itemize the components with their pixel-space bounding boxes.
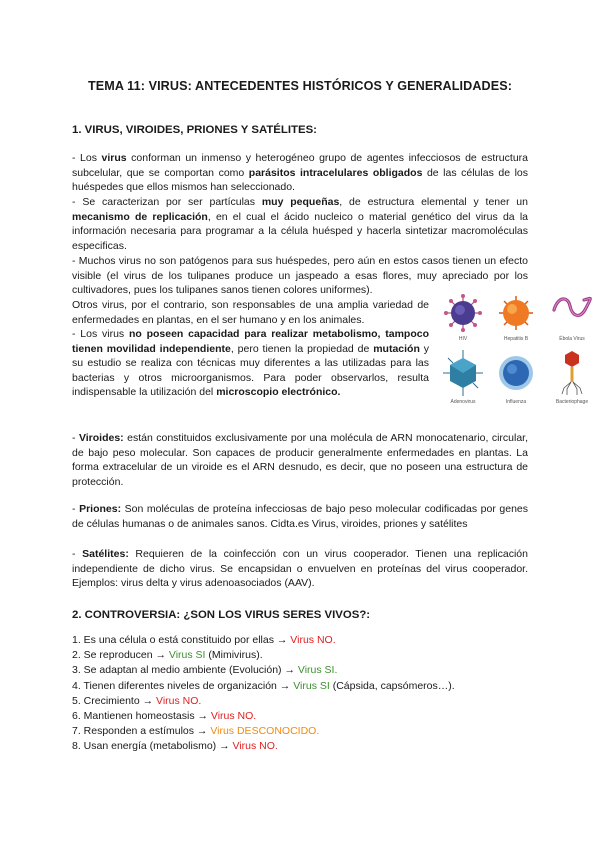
paragraph-other-viruses: Otros virus, por el contrario, son responsables de una amplia variedad de enfermedades en plantas, en el ser humano y en los animales. [72,299,429,326]
verdict: Virus NO. [156,694,202,707]
virus-types-illustration [436,290,596,412]
verdict: Virus SI [293,679,330,692]
figure-label: Adenovirus [450,399,476,405]
paragraph-virus-definition: - Los virus conforman un inmenso y heterogéneo grupo de agentes infecciosos de estructura subcelular, que se comportan como parásitos intracelulares obligados de las células de los huéspedes que ellos mismos han seleccionado. [72,152,528,194]
paragraph-priones: - Priones: Son moléculas de proteína infecciosas de bajo peso molecular codificadas por genes de células humanas o de animales sanos. Cidta.es Virus, viroides, priones y satélites [72,503,528,530]
list-item: 7. Responden a estímulos → Virus DESCONOCIDO. [72,725,320,738]
list-item: 6. Mantienen homeostasis → Virus NO. [72,710,257,723]
verdict: Virus SI [168,649,206,662]
list-item: 3. Se adaptan al medio ambiente (Evolución) → Virus SI. [72,664,338,677]
figure-label: Hepatitis B [503,336,529,342]
paragraph-satelites: - Satélites: Requieren de la coinfección con un virus cooperador. Tienen una replicación independiente de dicho virus. Se encapsidan o envuelven en proteínas del virus cooperador. Ejemplos: virus delta y virus adenoasociados (AAV). [72,548,528,590]
adenovirus-icon [443,350,483,396]
paragraph-virus-characteristics: - Se caracterizan por ser partículas muy pequeñas, de estructura elemental y tener un mecanismo de replicación, en el cual el ácido nucleico o material genético del virus da la información necesaria para programar a la célula huésped y hacerla sintetizar macromoléculas especificas. [72,196,528,252]
page-title: TEMA 11: VIRUS: ANTECEDENTES HISTÓRICOS Y GENERALIDADES: [87,79,513,93]
figure-label: Ébola Virus [559,336,585,342]
verdict: Virus NO. [210,710,257,723]
paragraph-non-pathogenic: - Muchos virus no son patógenos para sus huéspedes, pero aún en estos casos tienen un efecto visible (el virus de los tulipanes produce un jaspeado a esas flores, muy apreciado por los cultivadores, pues los tulipanes sanos tienen colores uniformes). [72,255,528,297]
controversy-list [72,633,455,755]
verdict: Virus NO. [290,634,336,646]
section-heading-2: 2. CONTROVERSIA: ¿SON LOS VIRUS SERES VIVOS?: [72,609,371,621]
figure-label: Bacteriophage [555,399,589,405]
verdict: Virus SI. [297,664,338,677]
hiv-virus-icon [444,294,482,332]
list-item: 5. Crecimiento → Virus NO. [72,694,202,707]
influenza-virus-icon [499,356,533,390]
bacteriophage-icon [562,351,582,395]
ebola-virus-icon [554,298,590,315]
hepatitis-b-virus-icon [499,296,533,330]
figure-label: HIV [458,336,468,342]
list-item: 8. Usan energía (metabolismo) → Virus NO. [72,740,278,753]
verdict: Virus NO. [232,740,278,753]
verdict: Virus DESCONOCIDO. [210,725,320,738]
paragraph-viroides: - Viroides: están constituidos exclusivamente por una molécula de ARN monocatenario, circular, de bajo peso molecular. Son capaces de producir generalmente enfermedades en plantas. La forma extracelular de un viroide es el ARN desnudo, es decir, que no poseen una estructura de protección. [72,432,528,488]
list-item: 4. Tienen diferentes niveles de organización → Virus SI (Cápsida, capsómeros…). [72,679,455,692]
paragraph-metabolism: - Los virus no poseen capacidad para realizar metabolismo, tampoco tienen movilidad independiente, pero tienen la propiedad de mutación y su estudio se realiza con técnicas muy diferentes a las utilizadas para las bacterias y otros microorganismos. Para poder observarlos, resulta indispensable la utilización del microscopio electrónico. [72,328,429,399]
section-heading-1: 1. VIRUS, VIROIDES, PRIONES Y SATÉLITES: [72,124,317,136]
list-item: 2. Se reproducen → Virus SI (Mimivirus). [72,649,263,662]
figure-label: Influenza [505,399,527,405]
list-item: 1. Es una célula o está constituido por ellas → Virus NO. [72,634,336,646]
